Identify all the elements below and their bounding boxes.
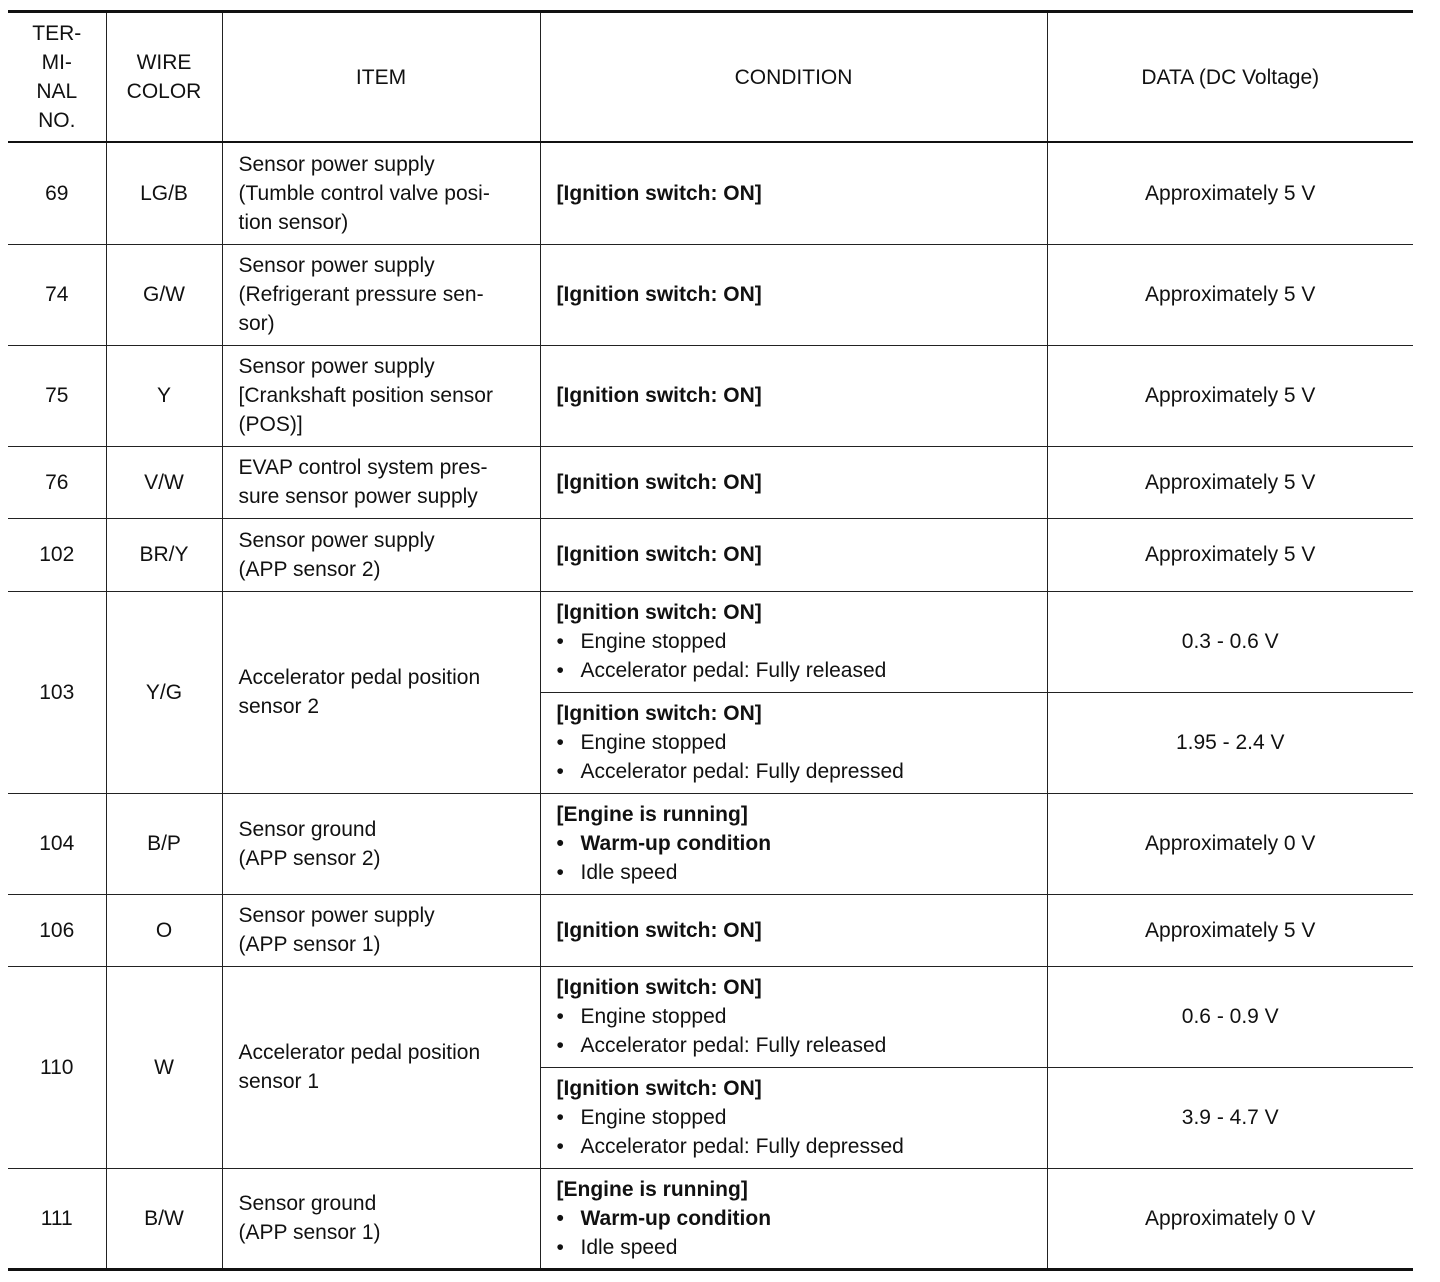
wire-cell: W (106, 966, 222, 1168)
data-cell: Approximately 5 V (1047, 345, 1413, 446)
condition-bullet: • Engine stopped (557, 1103, 1039, 1132)
item-cell: Accelerator pedal position sensor 2 (222, 591, 540, 793)
condition-bullet: • Idle speed (557, 1233, 1039, 1262)
condition-list (557, 1103, 1039, 1161)
condition-list (557, 1204, 1039, 1262)
data-cell: Approximately 0 V (1047, 1168, 1413, 1269)
condition-cell (540, 1067, 1047, 1168)
header-data: DATA (DC Voltage) (1047, 12, 1413, 143)
wire-cell: G/W (106, 244, 222, 345)
data-cell: Approximately 5 V (1047, 244, 1413, 345)
item-cell: Sensor power supply (Refrigerant pressure sen- sor) (222, 244, 540, 345)
condition-heading: [Ignition switch: ON] (556, 702, 762, 725)
header-wire-color: WIRE COLOR (106, 12, 222, 143)
wire-cell: LG/B (106, 142, 222, 244)
header-condition: CONDITION (540, 12, 1047, 143)
data-cell: Approximately 5 V (1047, 142, 1413, 244)
condition-bullet: • Idle speed (557, 858, 1039, 887)
terminal-cell: 103 (8, 591, 106, 793)
condition-cell (540, 966, 1047, 1067)
condition-bullet: • Warm-up condition (557, 829, 1039, 858)
condition-cell (540, 591, 1047, 692)
condition-cell: [Ignition switch: ON] (540, 894, 1047, 966)
condition-cell (540, 692, 1047, 793)
wire-cell: V/W (106, 446, 222, 518)
condition-cell (540, 793, 1047, 894)
condition-list (557, 627, 1039, 685)
condition-heading: [Engine is running] (556, 803, 748, 826)
condition-bullet: • Accelerator pedal: Fully depressed (557, 757, 1039, 786)
condition-heading: [Engine is running] (556, 1177, 748, 1201)
data-cell: Approximately 5 V (1047, 894, 1413, 966)
data-cell: 3.9 - 4.7 V (1047, 1067, 1413, 1168)
table-row (8, 518, 1413, 591)
terminal-cell: 76 (8, 446, 106, 518)
wire-cell: B/W (106, 1168, 222, 1269)
condition-bullet: • Accelerator pedal: Fully released (557, 1031, 1039, 1060)
terminal-cell: 74 (8, 244, 106, 345)
table-row (8, 142, 1413, 244)
data-cell: Approximately 0 V (1047, 793, 1413, 894)
terminal-cell: 111 (8, 1168, 106, 1269)
table-row (8, 793, 1413, 894)
wire-cell: B/P (106, 793, 222, 894)
item-cell: Sensor power supply (APP sensor 2) (222, 518, 540, 591)
terminal-cell: 69 (8, 142, 106, 244)
table-row (8, 894, 1413, 966)
condition-bullet: • Engine stopped (557, 1002, 1039, 1031)
terminal-cell: 75 (8, 345, 106, 446)
data-cell: 0.6 - 0.9 V (1047, 966, 1413, 1067)
item-cell: Sensor power supply (Tumble control valve posi- tion sensor) (222, 142, 540, 244)
condition-heading: [Ignition switch: ON] (556, 601, 762, 624)
data-cell: 0.3 - 0.6 V (1047, 591, 1413, 692)
header-terminal: TER- MI- NAL NO. (8, 12, 106, 143)
condition-list (557, 829, 1039, 887)
header-row (8, 12, 1413, 143)
table-row (8, 591, 1413, 692)
terminal-cell: 104 (8, 793, 106, 894)
condition-cell (540, 1168, 1047, 1269)
table-row (8, 1168, 1413, 1269)
terminal-data-table (8, 10, 1413, 1271)
data-cell: Approximately 5 V (1047, 446, 1413, 518)
terminal-cell: 106 (8, 894, 106, 966)
condition-cell: [Ignition switch: ON] (540, 446, 1047, 518)
condition-cell: [Ignition switch: ON] (540, 142, 1047, 244)
table-row (8, 244, 1413, 345)
item-cell: EVAP control system pres- sure sensor power supply (222, 446, 540, 518)
item-cell: Sensor power supply (APP sensor 1) (222, 894, 540, 966)
item-cell: Accelerator pedal position sensor 1 (222, 966, 540, 1168)
header-item: ITEM (222, 12, 540, 143)
wire-cell: Y/G (106, 591, 222, 793)
wire-cell: O (106, 894, 222, 966)
condition-bullet: • Accelerator pedal: Fully depressed (557, 1132, 1039, 1161)
condition-cell: [Ignition switch: ON] (540, 244, 1047, 345)
wire-cell: BR/Y (106, 518, 222, 591)
condition-cell: [Ignition switch: ON] (540, 345, 1047, 446)
condition-heading: [Ignition switch: ON] (556, 1077, 762, 1100)
condition-list (557, 728, 1039, 786)
condition-bullet: • Accelerator pedal: Fully released (557, 656, 1039, 685)
condition-bullet: • Engine stopped (557, 627, 1039, 656)
data-cell: 1.95 - 2.4 V (1047, 692, 1413, 793)
condition-cell: [Ignition switch: ON] (540, 518, 1047, 591)
condition-bullet: • Warm-up condition (557, 1204, 1039, 1233)
item-cell: Sensor ground (APP sensor 1) (222, 1168, 540, 1269)
condition-bullet: • Engine stopped (557, 728, 1039, 757)
item-cell: Sensor ground (APP sensor 2) (222, 793, 540, 894)
table-row (8, 966, 1413, 1067)
terminal-cell: 110 (8, 966, 106, 1168)
table-row (8, 345, 1413, 446)
condition-heading: [Ignition switch: ON] (556, 976, 762, 999)
table-row (8, 446, 1413, 518)
item-cell: Sensor power supply [Crankshaft position sensor (POS)] (222, 345, 540, 446)
condition-list (557, 1002, 1039, 1060)
terminal-cell: 102 (8, 518, 106, 591)
wire-cell: Y (106, 345, 222, 446)
data-cell: Approximately 5 V (1047, 518, 1413, 591)
